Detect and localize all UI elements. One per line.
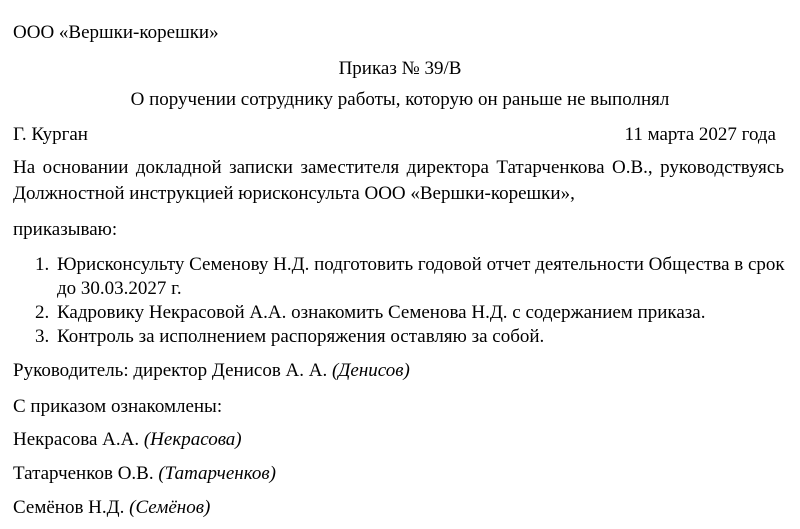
acquainted-signature-line (13, 497, 210, 519)
signer-signature: (Татарченков) (158, 463, 276, 484)
head-label: Руководитель: директор Денисов А. А. (13, 360, 328, 381)
acquainted-signature-line (13, 429, 242, 451)
signer-name: Некрасова А.А. (13, 429, 140, 450)
acquainted-label: С приказом ознакомлены: (13, 396, 223, 417)
order-item-text: Кадровику Некрасовой А.А. ознакомить Семенова Н.Д. с содержанием приказа. (57, 302, 706, 323)
order-item-number: 2. (35, 302, 50, 323)
signer-name: Татарченков О.В. (13, 463, 154, 484)
order-items-list (35, 253, 790, 349)
order-item-text: Юрисконсульту Семенову Н.Д. подготовить годовой отчет деятельности Общества в срок до 30.03.2027 г. (57, 254, 785, 299)
company-name: ООО «Вершки-корешки» (13, 22, 219, 43)
order-date: 11 марта 2027 года (624, 124, 776, 145)
order-city: Г. Курган (13, 124, 88, 145)
order-item (35, 301, 790, 325)
order-item (35, 325, 790, 349)
head-signature: (Денисов) (331, 360, 410, 381)
order-subject: О поручении сотруднику работы, которую он раньше не выполнял (130, 89, 670, 110)
signer-signature: (Семёнов) (129, 497, 211, 518)
order-item-text: Контроль за исполнением распоряжения оставляю за собой. (57, 326, 545, 347)
order-item (35, 253, 790, 301)
order-directive-word: приказываю: (13, 219, 118, 240)
order-item-number: 3. (35, 326, 50, 347)
order-basis-paragraph: На основании докладной записки заместителя директора Татарченкова О.В., руководствуясь Должностной инструкцией юрисконсульта ООО «Вершки-корешки», (13, 157, 784, 204)
signer-signature: (Некрасова) (143, 429, 242, 450)
signer-name: Семёнов Н.Д. (13, 497, 125, 518)
head-signature-line (13, 360, 410, 382)
order-item-number: 1. (35, 254, 50, 275)
order-title: Приказ № 39/В (338, 58, 462, 79)
acquainted-signature-line (13, 463, 276, 485)
